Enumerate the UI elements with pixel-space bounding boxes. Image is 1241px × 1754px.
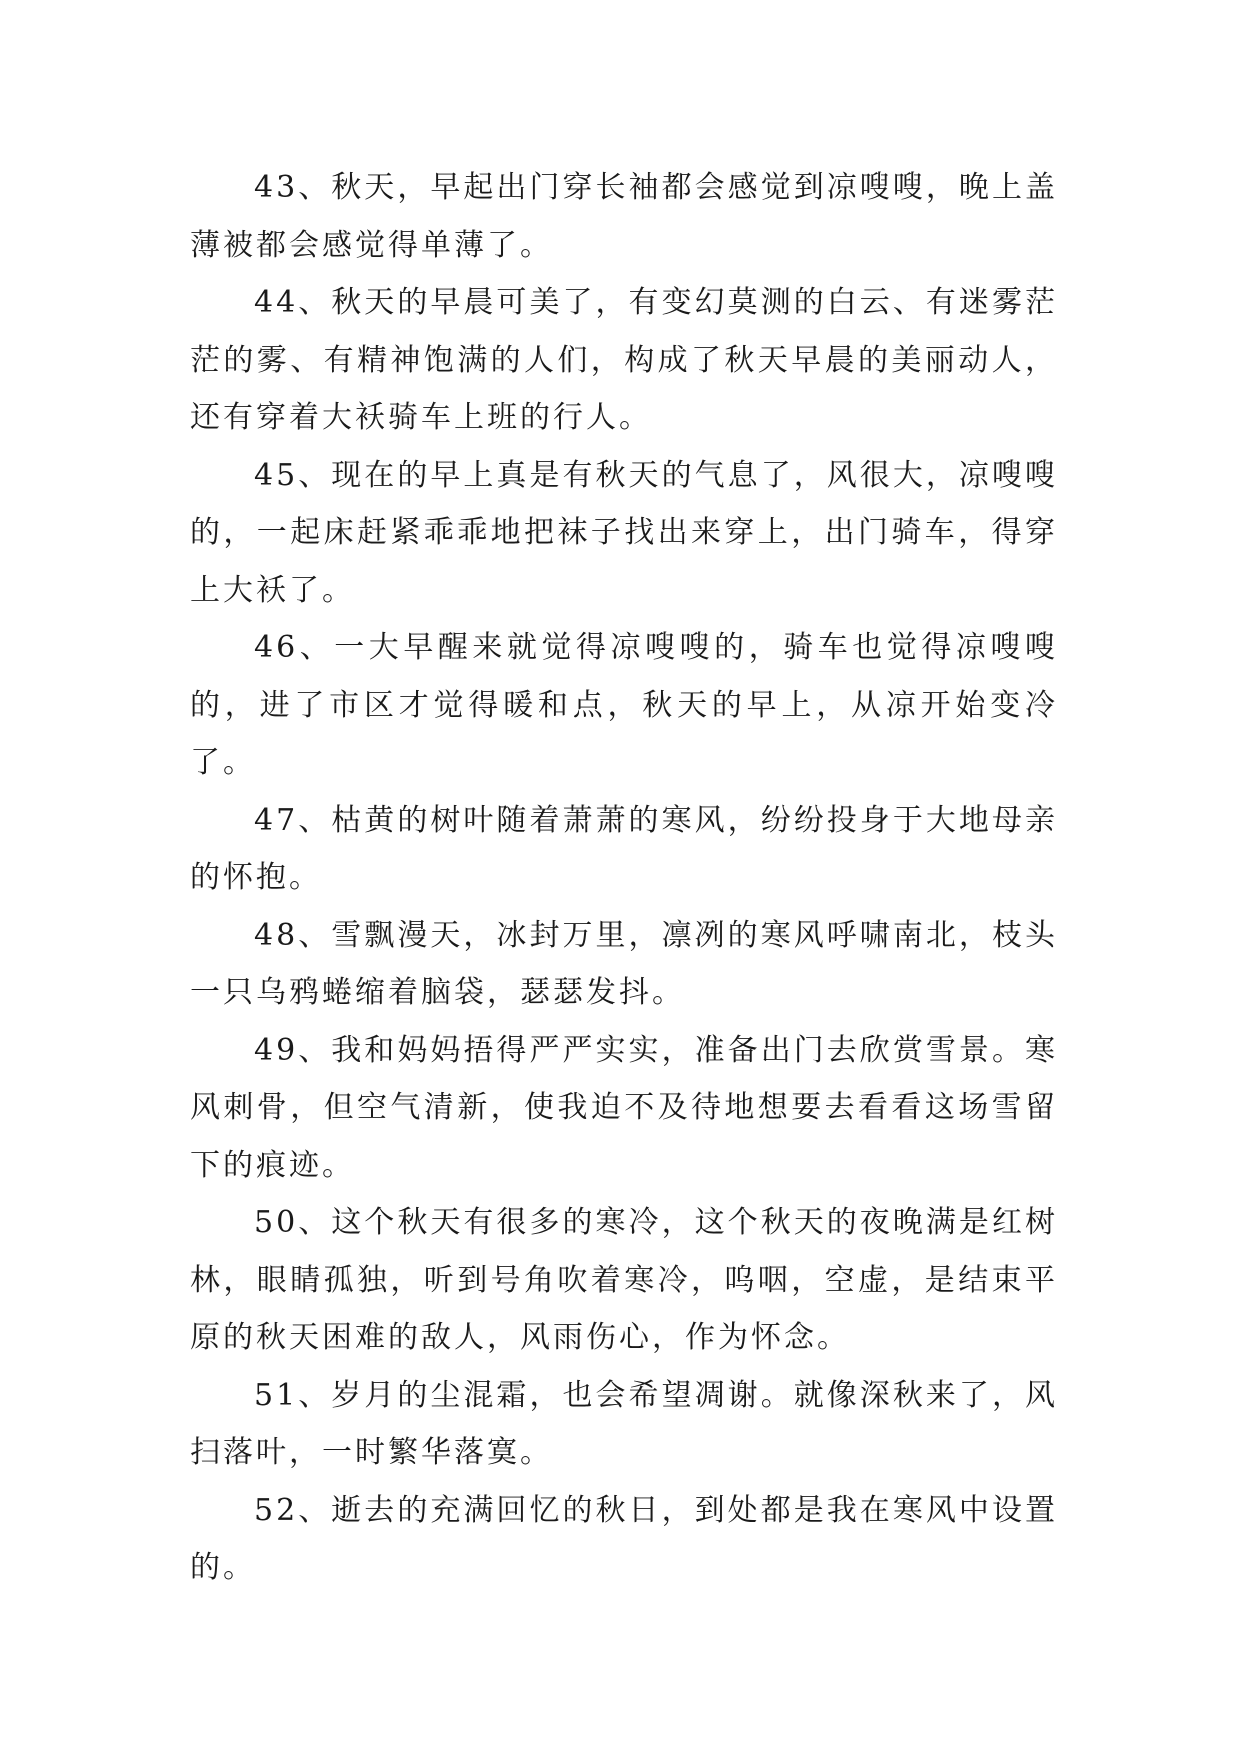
paragraph-51: 51、岁月的尘混霜，也会希望凋谢。就像深秋来了，风扫落叶，一时繁华落寞。 (190, 1377, 1058, 1470)
paragraph-45: 45、现在的早上真是有秋天的气息了，风很大，凉嗖嗖的，一起床赶紧乖乖地把袜子找出来穿上，出门骑车，得穿上大袄了。 (190, 457, 1058, 608)
paragraph-47: 47、枯黄的树叶随着萧萧的寒风，纷纷投身于大地母亲的怀抱。 (190, 802, 1058, 895)
paragraph-43: 43、秋天，早起出门穿长袖都会感觉到凉嗖嗖，晚上盖薄被都会感觉得单薄了。 (190, 170, 1058, 263)
paragraph-52: 52、逝去的充满回忆的秋日，到处都是我在寒风中设置的。 (190, 1492, 1058, 1585)
paragraph-48: 48、雪飘漫天，冰封万里，凛冽的寒风呼啸南北，枝头一只乌鸦蜷缩着脑袋，瑟瑟发抖。 (190, 917, 1058, 1010)
paragraph-49: 49、我和妈妈捂得严严实实，准备出门去欣赏雪景。寒风刺骨，但空气清新，使我迫不及待地想要去看看这场雪留下的痕迹。 (190, 1032, 1058, 1183)
document-body (190, 159, 1058, 1597)
paragraph-50: 50、这个秋天有很多的寒冷，这个秋天的夜晚满是红树林，眼睛孤独，听到号角吹着寒冷，呜咽，空虚，是结束平原的秋天困难的敌人，风雨伤心，作为怀念。 (190, 1205, 1058, 1355)
paragraph-46: 46、一大早醒来就觉得凉嗖嗖的，骑车也觉得凉嗖嗖的，进了市区才觉得暖和点，秋天的早上，从凉开始变冷了。 (190, 630, 1058, 780)
paragraph-44: 44、秋天的早晨可美了，有变幻莫测的白云、有迷雾茫茫的雾、有精神饱满的人们，构成了秋天早晨的美丽动人，还有穿着大袄骑车上班的行人。 (190, 285, 1058, 435)
